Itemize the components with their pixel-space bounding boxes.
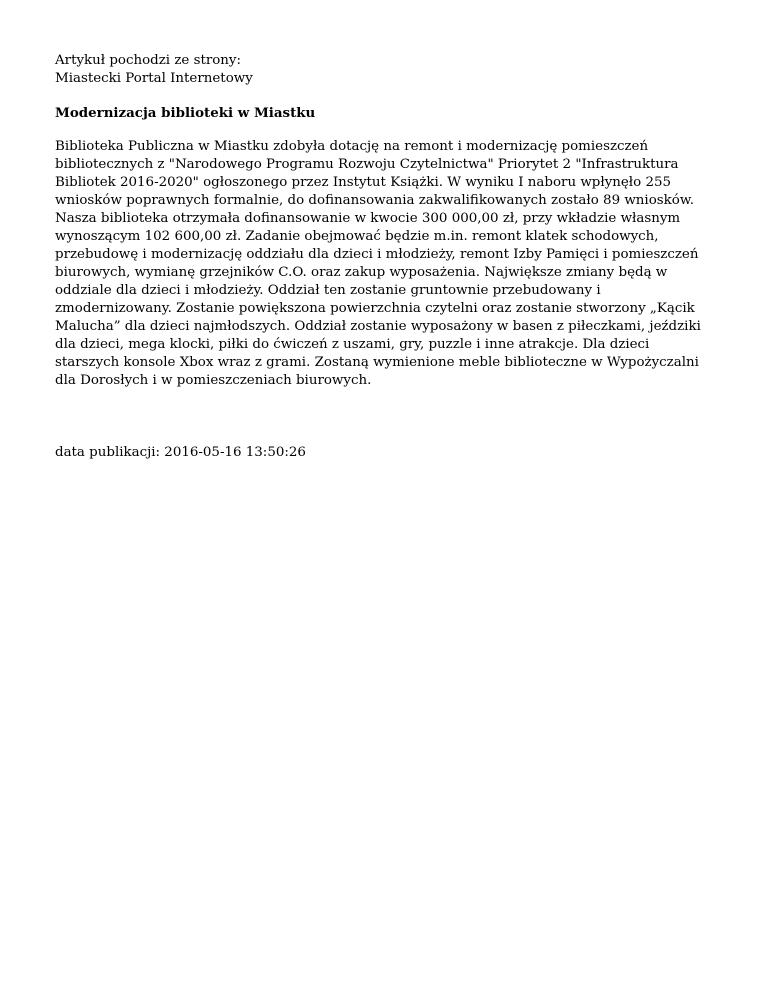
article-body: Biblioteka Publiczna w Miastku zdobyła dotację na remont i modernizację pomieszczeń bibliotecznych z "Narodowego Programu Rozwoju Czytelnictwa" Priorytet 2 "Infrastruktura Bibliotek 2016-2020" ogłoszonego przez Instytut Książki. W wyniku I naboru wpłynęło 255 wniosków poprawnych formalnie, do dofinansowania zakwalifikowanych zostało 89 wniosków. Nasza biblioteka otrzymała dofinansowanie w kwocie 300 000,00 zł, przy wkładzie własnym wynoszącym 102 600,00 zł. Zadanie obejmować będzie m.in. remont klatek schodowych, przebudowę i modernizację oddziału dla dzieci i młodzieży, remont Izby Pamięci i pomieszczeń biurowych, wymianę grzejników C.O. oraz zakup wyposażenia. Największe zmiany będą w oddziale dla dzieci i młodzieży. Oddział ten zostanie gruntownie przebudowany i zmodernizowany. Zostanie powiększona powierzchnia czytelni oraz zostanie stworzony „Kącik Malucha” dla dzieci najmłodszych. Oddział zostanie wyposażony w basen z piłeczkami, jeździki dla dzieci, mega klocki, piłki do ćwiczeń z uszami, gry, puzzle i inne atrakcje. Dla dzieci starszych konsole Xbox wraz z grami. Zostaną wymienione meble biblioteczne w Wypożyczalni dla Dorosłych i w pomieszczeniach biurowych. <box>55 139 701 388</box>
source-site-name: Miastecki Portal Internetowy <box>55 71 253 86</box>
publication-date: data publikacji: 2016-05-16 13:50:26 <box>55 445 306 460</box>
source-attribution <box>55 52 715 88</box>
source-label: Artykuł pochodzi ze strony: <box>55 53 241 68</box>
article-title: Modernizacja biblioteki w Miastku <box>55 105 316 121</box>
printed-article-page <box>55 52 715 462</box>
